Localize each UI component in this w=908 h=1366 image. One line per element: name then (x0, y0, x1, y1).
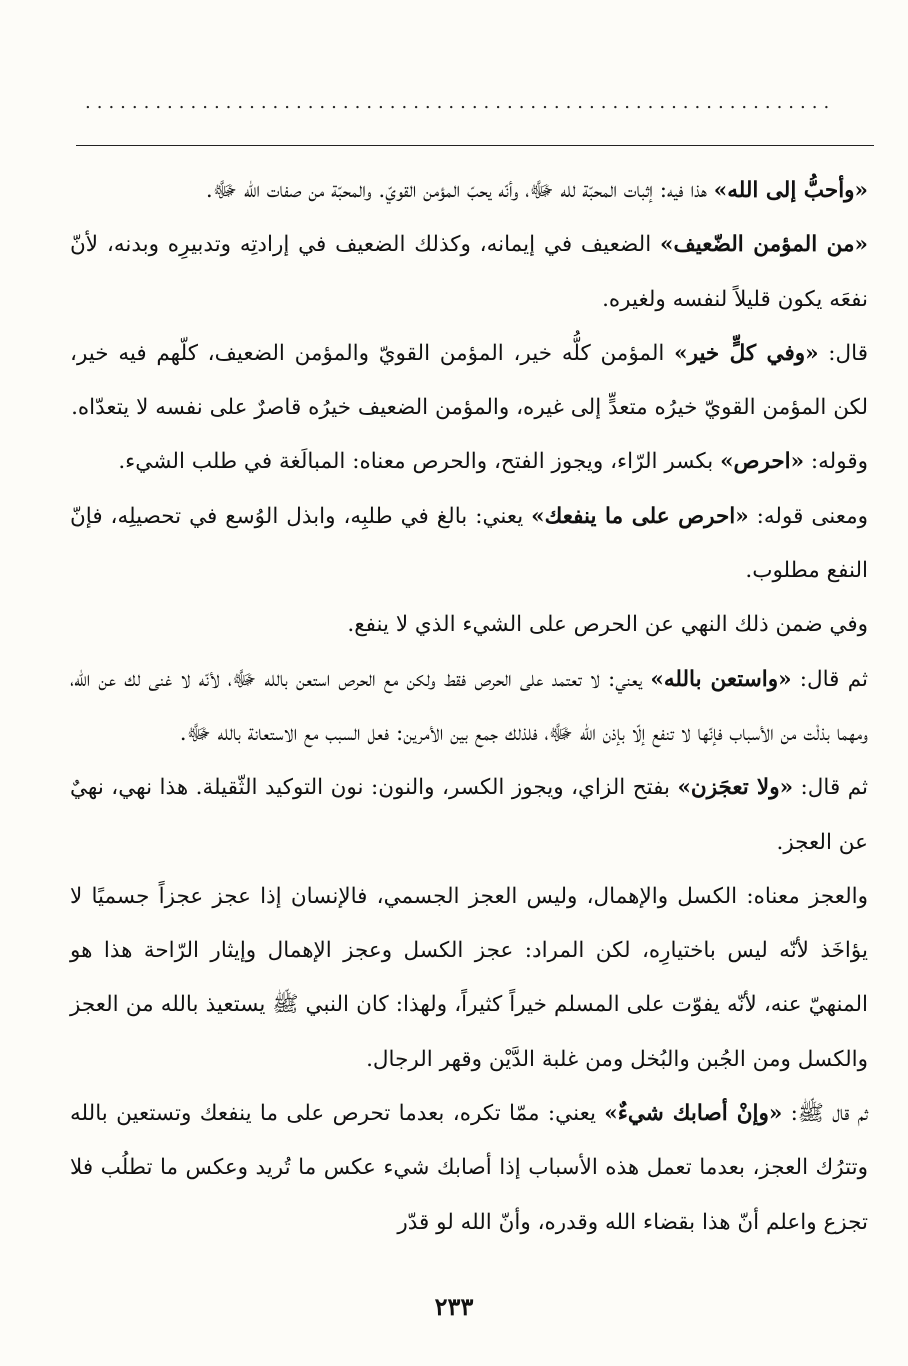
hadith-quote: «وفي كلٍّ خير» (674, 340, 819, 366)
hadith-quote: «ولا تعجَزن» (677, 775, 794, 801)
paragraph-5 (70, 490, 868, 599)
paragraph-text: بكسر الرّاء، ويجوز الفتح، والحرص معناه: المبالَغة في طلب الشيء. (118, 449, 721, 475)
hadith-quote: «احرص على ما ينفعك» (531, 503, 749, 529)
paragraph-text-prefix: وقوله: (804, 449, 868, 475)
paragraph-text: المؤمن كلُّه خير، المؤمن القويّ والمؤمن الضعيف، كلّهم فيه خير، لكن المؤمن القويّ خيرُه متعدٍّ إلى غيره، والمؤمن الضعيف خيرُه قاصرٌ على نفسه لا يتعدّاه. (70, 340, 868, 421)
paragraph-1 (70, 164, 868, 218)
paragraph-text-prefix: قال: (818, 340, 869, 366)
paragraph-7 (70, 653, 868, 762)
hadith-quote: «وإنْ أصابك شيءٌ» (604, 1101, 783, 1127)
paragraph-text: بفتح الزاي، ويجوز الكسر، والنون: نون التوكيد الثّقيلة. هذا نهي، نهيٌ عن العجز. (70, 775, 868, 855)
hadith-quote: «واستعن بالله» (650, 666, 792, 692)
paragraph-text-prefix: ومعنى قوله: (748, 503, 868, 529)
hadith-quote: «وأحبُّ إلى الله» (713, 178, 868, 203)
paragraph-6 (70, 598, 868, 652)
paragraph-text: يعني: لا تعتمد على الحرص فقط ولكن مع الحرص استعن بالله ﷻ، لأنّه لا غنى لك عن الله، ومهما بذلْت من الأسباب فإنّها لا تنفع إلّا بإذن الله ﷻ، فلذلك جمع بين الأمرين: فعل السبب مع الاستعانة بالله ﷻ. (70, 666, 868, 746)
page-number: ٢٣٣ (434, 1292, 474, 1321)
paragraph-8 (70, 761, 868, 870)
page-body (70, 164, 868, 1250)
paragraph-text-prefix: والعجز معناه: الكسل والإهمال، وليس العجز الجسمي، فالإنسان إذا عجز عجزاً جسميًا لا يؤاخَذ لأنّه ليس باختيارِه، لكن المراد: عجز الكسل وعجز الإهمال وإيثار الرّاحة هذا هو المنهيّ عنه، لأنّه يفوّت على المسلم خيراً كثيراً، ولهذا: كان النبي ﷺ يستعيذ بالله من العجز والكسل ومن الجُبن والبُخل ومن غلبة الدَّيْن وقهر الرجال. (70, 883, 868, 1072)
paragraph-text-prefix: ثم قال: (791, 666, 869, 692)
hadith-quote: «احرص» (720, 449, 805, 475)
paragraph-3 (70, 327, 868, 436)
paragraph-text-prefix: وفي ضمن ذلك النهي عن الحرص على الشيء الذي لا ينفع. (347, 612, 868, 638)
paragraph-9 (70, 870, 868, 1087)
paragraph-2 (70, 218, 868, 327)
paragraph-10 (70, 1087, 868, 1250)
paragraph-4 (70, 435, 868, 489)
paragraph-text: يعني: ممّا تكره، بعدما تحرص على ما ينفعك وتستعين بالله وتترُك العجز، بعدما تعمل هذه الأسباب إذا أصابك شيء عكس ما تُريد وعكس ما تطلُب فلا تجزع واعلم أنّ هذا بقضاء الله وقدره، وأنّ الله لو قدّر (70, 1101, 868, 1235)
header-dotted-line: ................................................................ (85, 96, 836, 110)
hadith-quote: «من المؤمن الضّعيف» (660, 232, 868, 258)
paragraph-text: الضعيف في إيمانه، وكذلك الضعيف في إرادتِه وتدبيرِه وبدنه، لأنّ نفعَه يكون قليلاً لنفسه ولغيره. (70, 232, 868, 312)
header-rule (76, 145, 874, 146)
paragraph-text-prefix: ثم قال ﷺ: (782, 1101, 869, 1127)
paragraph-text: يعني: بالغ في طلبِه، وابذل الوُسع في تحصيلِه، فإنّ النفع مطلوب. (70, 503, 868, 584)
paragraph-text-prefix: ثم قال: (793, 775, 869, 801)
paragraph-text: هذا فيه: إثبات المحبّة لله ﷻ، وأنّه يحبّ المؤمن القويّ. والمحبّة من صفات الله ﷻ. (205, 178, 714, 203)
